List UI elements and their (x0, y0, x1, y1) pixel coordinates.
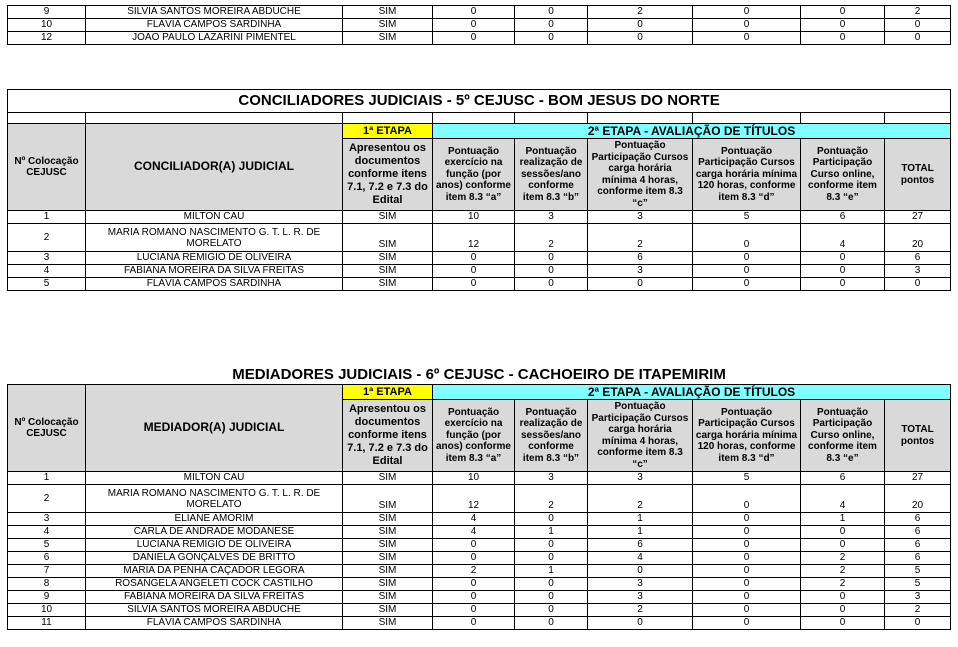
score-d-cell: 0 (693, 278, 801, 291)
total-cell: 6 (885, 539, 951, 552)
score-c-cell: 1 (588, 526, 693, 539)
table-row (8, 526, 951, 539)
score-c-cell: 3 (588, 578, 693, 591)
documents-cell: SIM (343, 565, 433, 578)
score-d-cell: 5 (693, 211, 801, 224)
score-c-cell: 0 (588, 278, 693, 291)
score-a-cell: 10 (433, 472, 515, 485)
score-d-cell: 0 (693, 265, 801, 278)
score-c-cell: 0 (588, 617, 693, 630)
total-cell: 6 (885, 526, 951, 539)
table-row (8, 578, 951, 591)
score-a-cell: 0 (433, 32, 515, 45)
documents-cell: SIM (343, 539, 433, 552)
score-a-cell: 0 (433, 604, 515, 617)
header-score-a: Pontuação exercício na função (por anos) conforme item 8.3 “a” (433, 139, 515, 211)
total-cell: 3 (885, 265, 951, 278)
score-d-cell: 0 (693, 578, 801, 591)
header-documents: Apresentou os documentos conforme itens 7.1, 7.2 e 7.3 do Edital (343, 139, 433, 211)
position-cell: 2 (8, 485, 86, 513)
name-cell: SILVIA SANTOS MOREIRA ABDUCHE (86, 6, 343, 19)
total-cell: 0 (885, 19, 951, 32)
name-cell: FABIANA MOREIRA DA SILVA FREITAS (86, 265, 343, 278)
score-d-cell: 0 (693, 513, 801, 526)
table-row (8, 211, 951, 224)
score-e-cell: 2 (801, 578, 885, 591)
documents-cell: SIM (343, 265, 433, 278)
documents-cell: SIM (343, 526, 433, 539)
score-e-cell: 0 (801, 278, 885, 291)
score-a-cell: 4 (433, 513, 515, 526)
score-b-cell: 0 (515, 252, 588, 265)
table-row (8, 472, 951, 485)
score-d-cell: 0 (693, 485, 801, 513)
total-cell: 0 (885, 617, 951, 630)
score-e-cell: 6 (801, 211, 885, 224)
name-cell: FLÁVIA CAMPOS SARDINHA (86, 617, 343, 630)
position-cell: 6 (8, 552, 86, 565)
score-b-cell: 2 (515, 485, 588, 513)
score-b-cell: 0 (515, 278, 588, 291)
table-row (8, 552, 951, 565)
score-e-cell: 4 (801, 224, 885, 252)
score-a-cell: 0 (433, 19, 515, 32)
score-e-cell: 4 (801, 485, 885, 513)
position-cell: 11 (8, 617, 86, 630)
score-a-cell: 4 (433, 526, 515, 539)
position-cell: 5 (8, 278, 86, 291)
name-cell: FABIANA MOREIRA DA SILVA FREITAS (86, 591, 343, 604)
top-results-table (7, 5, 951, 45)
score-a-cell: 12 (433, 224, 515, 252)
score-a-cell: 0 (433, 6, 515, 19)
header-score-e: Pontuação Participação Curso online, conforme item 8.3 “e” (801, 400, 885, 472)
score-a-cell: 12 (433, 485, 515, 513)
documents-cell: SIM (343, 485, 433, 513)
score-e-cell: 0 (801, 604, 885, 617)
score-e-cell: 0 (801, 526, 885, 539)
score-d-cell: 0 (693, 617, 801, 630)
score-c-cell: 0 (588, 565, 693, 578)
mediadores-body (8, 472, 951, 630)
score-d-cell: 0 (693, 565, 801, 578)
score-e-cell: 0 (801, 6, 885, 19)
documents-cell: SIM (343, 472, 433, 485)
documents-cell: SIM (343, 578, 433, 591)
header-name: CONCILIADOR(A) JUDICIAL (86, 124, 343, 211)
table-row (8, 591, 951, 604)
score-c-cell: 1 (588, 513, 693, 526)
score-a-cell: 10 (433, 211, 515, 224)
position-cell: 12 (8, 32, 86, 45)
etapa1-label: 1ª ETAPA (343, 385, 433, 400)
score-d-cell: 0 (693, 591, 801, 604)
position-cell: 8 (8, 578, 86, 591)
header-total: TOTAL pontos (885, 400, 951, 472)
name-cell: JOÃO PAULO LAZARINI PIMENTEL (86, 32, 343, 45)
position-cell: 1 (8, 211, 86, 224)
total-cell: 2 (885, 604, 951, 617)
mediadores-table (7, 365, 951, 630)
score-b-cell: 0 (515, 539, 588, 552)
position-cell: 4 (8, 526, 86, 539)
table-row (8, 252, 951, 265)
documents-cell: SIM (343, 591, 433, 604)
score-c-cell: 3 (588, 591, 693, 604)
total-cell: 20 (885, 485, 951, 513)
table-row (8, 485, 951, 513)
conciliadores-title: CONCILIADORES JUDICIAIS - 5º CEJUSC - BOM JESUS DO NORTE (8, 90, 951, 113)
documents-cell: SIM (343, 224, 433, 252)
table-row (8, 565, 951, 578)
score-c-cell: 6 (588, 252, 693, 265)
conciliadores-table (7, 89, 951, 291)
score-e-cell: 0 (801, 591, 885, 604)
score-d-cell: 5 (693, 472, 801, 485)
score-b-cell: 0 (515, 617, 588, 630)
documents-cell: SIM (343, 513, 433, 526)
score-c-cell: 0 (588, 32, 693, 45)
score-c-cell: 2 (588, 604, 693, 617)
conciliadores-body (8, 211, 951, 291)
score-d-cell: 0 (693, 224, 801, 252)
name-cell: SILVIA SANTOS MOREIRA ABDUCHE (86, 604, 343, 617)
score-a-cell: 0 (433, 278, 515, 291)
header-score-b: Pontuação realização de sessões/ano conforme item 8.3 “b” (515, 400, 588, 472)
header-name: MEDIADOR(A) JUDICIAL (86, 385, 343, 472)
spacer-row (8, 113, 951, 124)
name-cell: MILTON CAU (86, 472, 343, 485)
table-row (8, 19, 951, 32)
etapa1-label: 1ª ETAPA (343, 124, 433, 139)
name-cell: LUCIANA REMIGIO DE OLIVEIRA (86, 539, 343, 552)
score-b-cell: 0 (515, 32, 588, 45)
total-cell: 0 (885, 278, 951, 291)
total-cell: 6 (885, 252, 951, 265)
position-cell: 3 (8, 252, 86, 265)
position-cell: 3 (8, 513, 86, 526)
total-cell: 2 (885, 6, 951, 19)
score-b-cell: 0 (515, 578, 588, 591)
score-c-cell: 6 (588, 539, 693, 552)
name-cell: LUCIANA REMIGIO DE OLIVEIRA (86, 252, 343, 265)
header-score-b: Pontuação realização de sessões/ano conforme item 8.3 “b” (515, 139, 588, 211)
score-e-cell: 0 (801, 19, 885, 32)
score-a-cell: 2 (433, 565, 515, 578)
position-cell: 2 (8, 224, 86, 252)
table-row (8, 278, 951, 291)
score-d-cell: 0 (693, 6, 801, 19)
score-b-cell: 0 (515, 6, 588, 19)
score-e-cell: 6 (801, 472, 885, 485)
name-cell: DANIELA GONÇALVES DE BRITTO (86, 552, 343, 565)
score-b-cell: 0 (515, 19, 588, 32)
mediadores-title: MEDIADORES JUDICIAIS - 6º CEJUSC - CACHOEIRO DE ITAPEMIRIM (8, 365, 951, 385)
score-d-cell: 0 (693, 32, 801, 45)
documents-cell: SIM (343, 6, 433, 19)
position-cell: 4 (8, 265, 86, 278)
score-b-cell: 0 (515, 265, 588, 278)
score-e-cell: 0 (801, 32, 885, 45)
documents-cell: SIM (343, 617, 433, 630)
name-cell: MARIA ROMANO NASCIMENTO G. T. L. R. DE MORELATO (86, 485, 343, 513)
score-a-cell: 0 (433, 578, 515, 591)
documents-cell: SIM (343, 604, 433, 617)
score-c-cell: 2 (588, 485, 693, 513)
score-d-cell: 0 (693, 604, 801, 617)
total-cell: 6 (885, 552, 951, 565)
table-row (8, 224, 951, 252)
name-cell: FLÁVIA CAMPOS SARDINHA (86, 19, 343, 32)
score-d-cell: 0 (693, 19, 801, 32)
score-e-cell: 0 (801, 617, 885, 630)
position-cell: 7 (8, 565, 86, 578)
etapa2-label: 2ª ETAPA - AVALIAÇÃO DE TÍTULOS (433, 124, 951, 139)
header-score-c: Pontuação Participação Cursos carga horária mínima 4 horas, conforme item 8.3 “c” (588, 139, 693, 211)
score-d-cell: 0 (693, 552, 801, 565)
header-position: Nº Colocação CEJUSC (8, 124, 86, 211)
score-b-cell: 0 (515, 591, 588, 604)
table-row (8, 265, 951, 278)
score-d-cell: 0 (693, 539, 801, 552)
table-row (8, 6, 951, 19)
score-c-cell: 3 (588, 265, 693, 278)
header-score-d: Pontuação Participação Cursos carga horária mínima 120 horas, conforme item 8.3 “d” (693, 139, 801, 211)
score-b-cell: 3 (515, 472, 588, 485)
total-cell: 20 (885, 224, 951, 252)
header-score-c: Pontuação Participação Cursos carga horária mínima 4 horas, conforme item 8.3 “c” (588, 400, 693, 472)
position-cell: 10 (8, 19, 86, 32)
total-cell: 27 (885, 472, 951, 485)
total-cell: 3 (885, 591, 951, 604)
documents-cell: SIM (343, 552, 433, 565)
score-c-cell: 2 (588, 224, 693, 252)
score-e-cell: 2 (801, 565, 885, 578)
score-c-cell: 2 (588, 6, 693, 19)
position-cell: 10 (8, 604, 86, 617)
total-cell: 0 (885, 32, 951, 45)
header-score-a: Pontuação exercício na função (por anos) conforme item 8.3 “a” (433, 400, 515, 472)
header-documents: Apresentou os documentos conforme itens 7.1, 7.2 e 7.3 do Edital (343, 400, 433, 472)
name-cell: MARIA ROMANO NASCIMENTO G. T. L. R. DE MORELATO (86, 224, 343, 252)
header-score-d: Pontuação Participação Cursos carga horária mínima 120 horas, conforme item 8.3 “d” (693, 400, 801, 472)
score-b-cell: 0 (515, 552, 588, 565)
position-cell: 9 (8, 591, 86, 604)
score-a-cell: 0 (433, 252, 515, 265)
score-e-cell: 0 (801, 252, 885, 265)
score-b-cell: 1 (515, 526, 588, 539)
total-cell: 5 (885, 565, 951, 578)
documents-cell: SIM (343, 19, 433, 32)
name-cell: MILTON CAU (86, 211, 343, 224)
table-row (8, 32, 951, 45)
score-c-cell: 4 (588, 552, 693, 565)
score-e-cell: 2 (801, 552, 885, 565)
score-b-cell: 3 (515, 211, 588, 224)
score-a-cell: 0 (433, 591, 515, 604)
header-score-e: Pontuação Participação Curso online, conforme item 8.3 “e” (801, 139, 885, 211)
score-d-cell: 0 (693, 252, 801, 265)
position-cell: 9 (8, 6, 86, 19)
table-row (8, 539, 951, 552)
score-a-cell: 0 (433, 552, 515, 565)
score-a-cell: 0 (433, 539, 515, 552)
top-results-body (8, 6, 951, 45)
score-b-cell: 0 (515, 604, 588, 617)
score-a-cell: 0 (433, 265, 515, 278)
etapa2-label: 2ª ETAPA - AVALIAÇÃO DE TÍTULOS (433, 385, 951, 400)
score-e-cell: 0 (801, 539, 885, 552)
table-row (8, 513, 951, 526)
score-b-cell: 0 (515, 513, 588, 526)
score-e-cell: 0 (801, 265, 885, 278)
documents-cell: SIM (343, 278, 433, 291)
name-cell: ROSANGELA ANGELETI COCK CASTILHO (86, 578, 343, 591)
header-position: Nº Colocação CEJUSC (8, 385, 86, 472)
table-row (8, 617, 951, 630)
name-cell: FLÁVIA CAMPOS SARDINHA (86, 278, 343, 291)
documents-cell: SIM (343, 32, 433, 45)
score-e-cell: 1 (801, 513, 885, 526)
total-cell: 5 (885, 578, 951, 591)
documents-cell: SIM (343, 252, 433, 265)
header-total: TOTAL pontos (885, 139, 951, 211)
total-cell: 27 (885, 211, 951, 224)
score-d-cell: 0 (693, 526, 801, 539)
score-c-cell: 3 (588, 472, 693, 485)
name-cell: ELIANE AMORIM (86, 513, 343, 526)
score-c-cell: 0 (588, 19, 693, 32)
table-row (8, 604, 951, 617)
score-b-cell: 1 (515, 565, 588, 578)
total-cell: 6 (885, 513, 951, 526)
score-c-cell: 3 (588, 211, 693, 224)
name-cell: CARLA DE ANDRADE MODANESE (86, 526, 343, 539)
position-cell: 1 (8, 472, 86, 485)
position-cell: 5 (8, 539, 86, 552)
documents-cell: SIM (343, 211, 433, 224)
score-b-cell: 2 (515, 224, 588, 252)
score-a-cell: 0 (433, 617, 515, 630)
name-cell: MARIA DA PENHA CAÇADOR LÉGORA (86, 565, 343, 578)
